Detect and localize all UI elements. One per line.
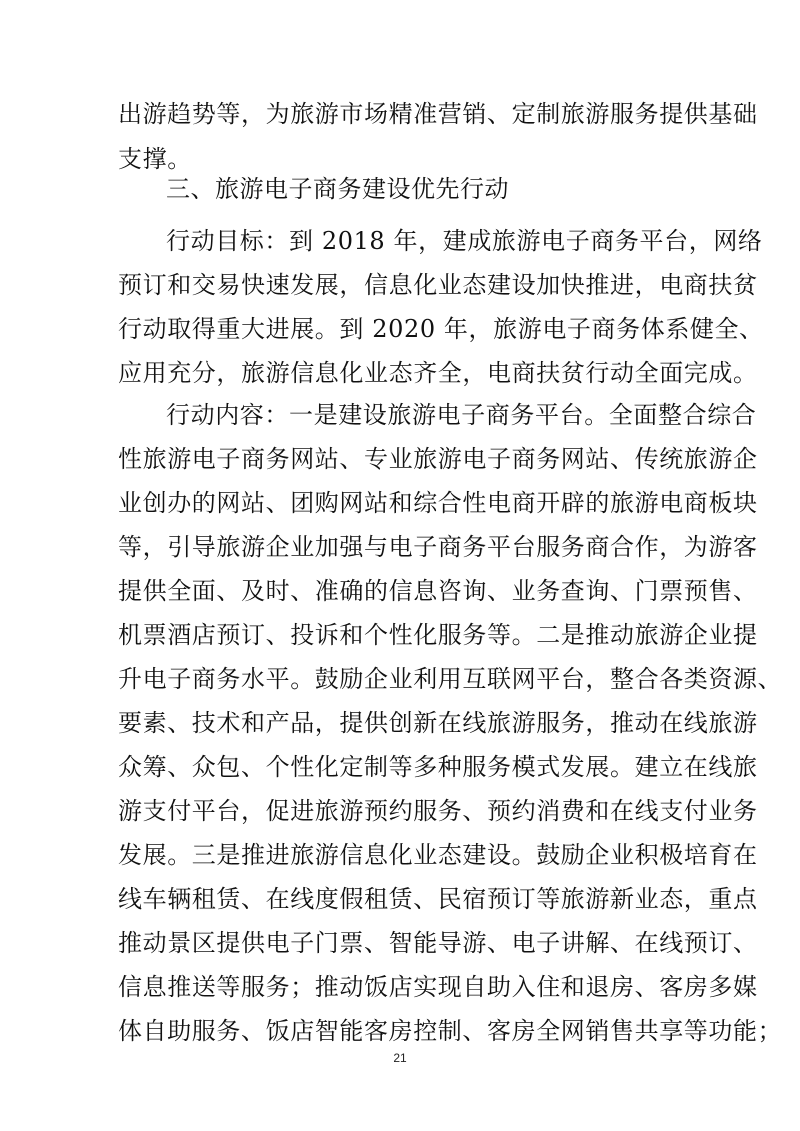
body-text-line: 支撑。 xyxy=(118,145,192,173)
body-text-line: 众筹、众包、个性化定制等多种服务模式发展。建立在线旅 xyxy=(118,753,758,781)
body-text-line: 线车辆租赁、在线度假租赁、民宿预订等旅游新业态，重点 xyxy=(118,885,758,913)
body-text-line: 预订和交易快速发展，信息化业态建设加快推进，电商扶贫 xyxy=(118,271,758,299)
body-text-line: 发展。三是推进旅游信息化业态建设。鼓励企业积极培育在 xyxy=(118,841,758,869)
body-text-line: 游支付平台，促进旅游预约服务、预约消费和在线支付业务 xyxy=(118,797,758,825)
body-text-line: 性旅游电子商务网站、专业旅游电子商务网站、传统旅游企 xyxy=(118,445,758,473)
body-text-line: 要素、技术和产品，提供创新在线旅游服务，推动在线旅游 xyxy=(118,709,758,737)
body-text-line: 信息推送等服务；推动饭店实现自助入住和退房、客房多媒 xyxy=(118,973,758,1001)
body-text-line: 机票酒店预订、投诉和个性化服务等。二是推动旅游企业提 xyxy=(118,621,758,649)
section-heading: 三、旅游电子商务建设优先行动 xyxy=(166,175,509,203)
paragraph-first-line: 行动内容：一是建设旅游电子商务平台。全面整合综合 xyxy=(166,401,757,429)
body-text-line: 升电子商务水平。鼓励企业利用互联网平台，整合各类资源、 xyxy=(118,665,783,693)
body-text-line: 出游趋势等，为旅游市场精准营销、定制旅游服务提供基础 xyxy=(118,100,758,128)
body-text-line: 应用充分，旅游信息化业态齐全，电商扶贫行动全面完成。 xyxy=(118,359,758,387)
paragraph-first-line: 行动目标：到 2018 年，建成旅游电子商务平台，网络 xyxy=(166,227,763,255)
body-text-line: 行动取得重大进展。到 2020 年，旅游电子商务体系健全、 xyxy=(118,315,764,343)
body-text-line: 等，引导旅游企业加强与电子商务平台服务商合作，为游客 xyxy=(118,533,758,561)
body-text-line: 提供全面、及时、准确的信息咨询、业务查询、门票预售、 xyxy=(118,577,758,605)
body-text-line: 体自助服务、饭店智能客房控制、客房全网销售共享等功能； xyxy=(118,1017,783,1045)
body-text-line: 推动景区提供电子门票、智能导游、电子讲解、在线预订、 xyxy=(118,929,758,957)
body-text-line: 业创办的网站、团购网站和综合性电商开辟的旅游电商板块 xyxy=(118,489,758,517)
page-number: 21 xyxy=(393,1051,407,1065)
